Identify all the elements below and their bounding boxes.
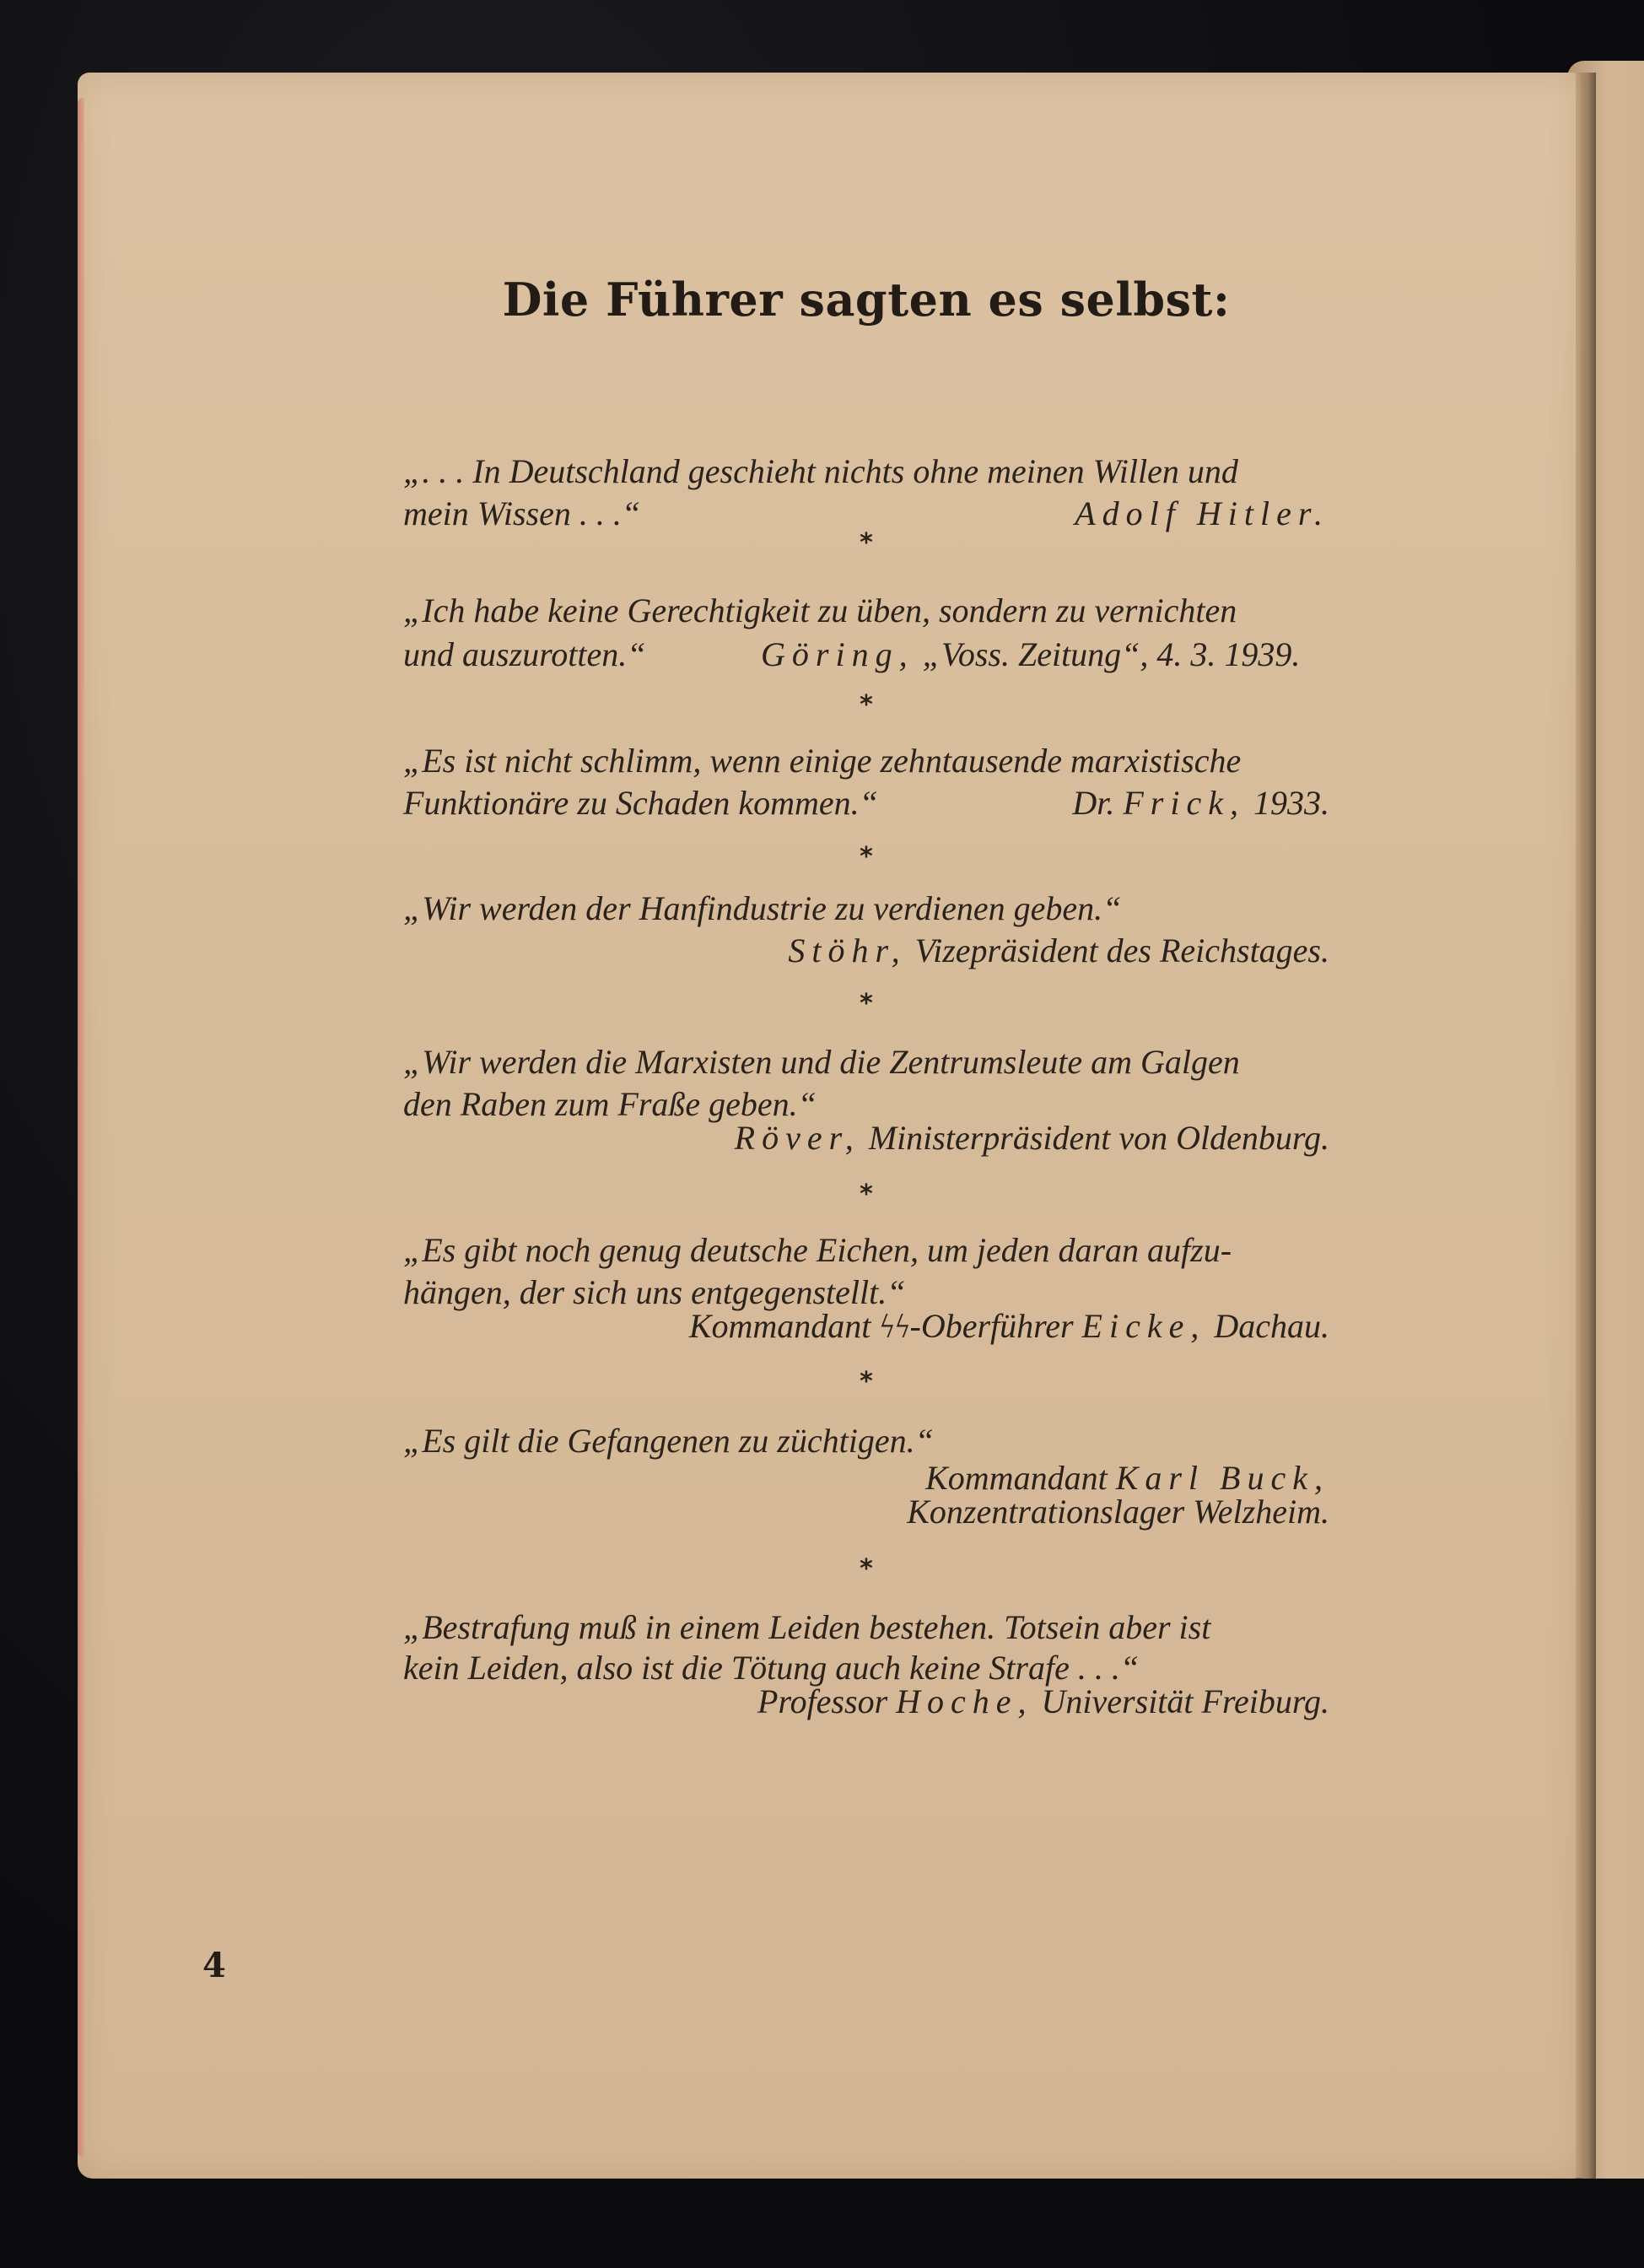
quote-3-text-end: Funktionäre zu Schaden kommen.“: [403, 784, 878, 822]
quote-2-line-2: [403, 634, 1329, 675]
quote-3-line-2: [403, 783, 1329, 824]
quote-1-author: Adolf Hitler.: [1075, 494, 1329, 532]
page-title: Die Führer sagten es selbst:: [502, 273, 1231, 327]
quote-5-author: Röver,: [734, 1119, 860, 1157]
separator-6: *: [860, 1367, 873, 1396]
quote-8-source: Universität Freiburg.: [1041, 1682, 1329, 1720]
quote-2-author: Göring,: [761, 635, 914, 673]
quote-6-source: Dachau.: [1214, 1307, 1329, 1345]
quote-1-text-end: mein Wissen . . .“: [403, 494, 641, 532]
page-number: 4: [202, 1946, 226, 1985]
quote-7-line-1: „Es gilt die Gefangenen zu züchtigen.“: [403, 1422, 934, 1460]
quote-1-line-1: „. . . In Deutschland geschieht nichts ohne meinen Willen und: [403, 452, 1238, 490]
separator-4: *: [860, 989, 873, 1018]
quote-4-attribution: [403, 931, 1329, 971]
quote-2-text-end: und auszurotten.“: [403, 635, 646, 673]
quote-3-source: 1933.: [1253, 784, 1329, 822]
quote-3-author-prefix: Dr.: [1072, 784, 1115, 822]
quote-8-line-1: „Bestrafung muß in einem Leiden bestehen. Totsein aber ist: [403, 1608, 1211, 1646]
quote-7-author: Karl Buck,: [1115, 1459, 1329, 1497]
quote-5-line-1: „Wir werden die Marxisten und die Zentrumsleute am Galgen: [403, 1043, 1240, 1081]
quote-8-line-2: kein Leiden, also ist die Tötung auch keine Strafe . . .“: [403, 1649, 1140, 1687]
quote-4-author: Stöhr,: [788, 932, 907, 969]
separator-2: *: [860, 690, 873, 720]
quote-6-line-2: hängen, der sich uns entgegenstellt.“: [403, 1273, 906, 1311]
quote-5-line-2: den Raben zum Fraße geben.“: [403, 1085, 817, 1123]
separator-1: *: [860, 528, 873, 558]
quote-6-author: Eicke,: [1081, 1307, 1206, 1345]
quote-7-author-prefix: Kommandant: [925, 1459, 1108, 1497]
quote-6-line-1: „Es gibt noch genug deutsche Eichen, um jeden daran aufzu-: [403, 1231, 1232, 1269]
quote-3-attribution: [1072, 783, 1329, 824]
page-left-edge: [78, 98, 84, 2157]
quote-8-author-prefix: Professor: [757, 1682, 888, 1720]
quote-2-line-1: „Ich habe keine Gerechtigkeit zu üben, sondern zu vernichten: [403, 591, 1237, 629]
quote-2-source: „Voss. Zeitung“, 4. 3. 1939.: [922, 635, 1301, 673]
quote-8-attribution: [403, 1682, 1329, 1722]
separator-5: *: [860, 1180, 873, 1209]
separator-3: *: [860, 842, 873, 872]
quote-4-source: Vizepräsident des Reichstages.: [914, 932, 1329, 969]
quote-3-line-1: „Es ist nicht schlimm, wenn einige zehntausende marxistische: [403, 742, 1242, 780]
quote-4-line-1: „Wir werden der Hanfindustrie zu verdienen geben.“: [403, 889, 1122, 927]
separator-7: *: [860, 1554, 873, 1584]
quote-6-author-prefix: Kommandant ϟϟ-Oberführer: [688, 1307, 1074, 1345]
quote-6-attribution: [403, 1306, 1329, 1347]
quote-3-author: Frick,: [1123, 784, 1245, 822]
quote-2-attribution: [761, 634, 1300, 675]
quote-5-source: Ministerpräsident von Oldenburg.: [868, 1119, 1329, 1157]
quote-7-attribution-2: Konzentrationslager Welzheim.: [907, 1493, 1329, 1531]
quote-5-attribution: [403, 1118, 1329, 1158]
page-gutter: [1576, 73, 1596, 2179]
quote-8-author: Hoche,: [896, 1682, 1033, 1720]
